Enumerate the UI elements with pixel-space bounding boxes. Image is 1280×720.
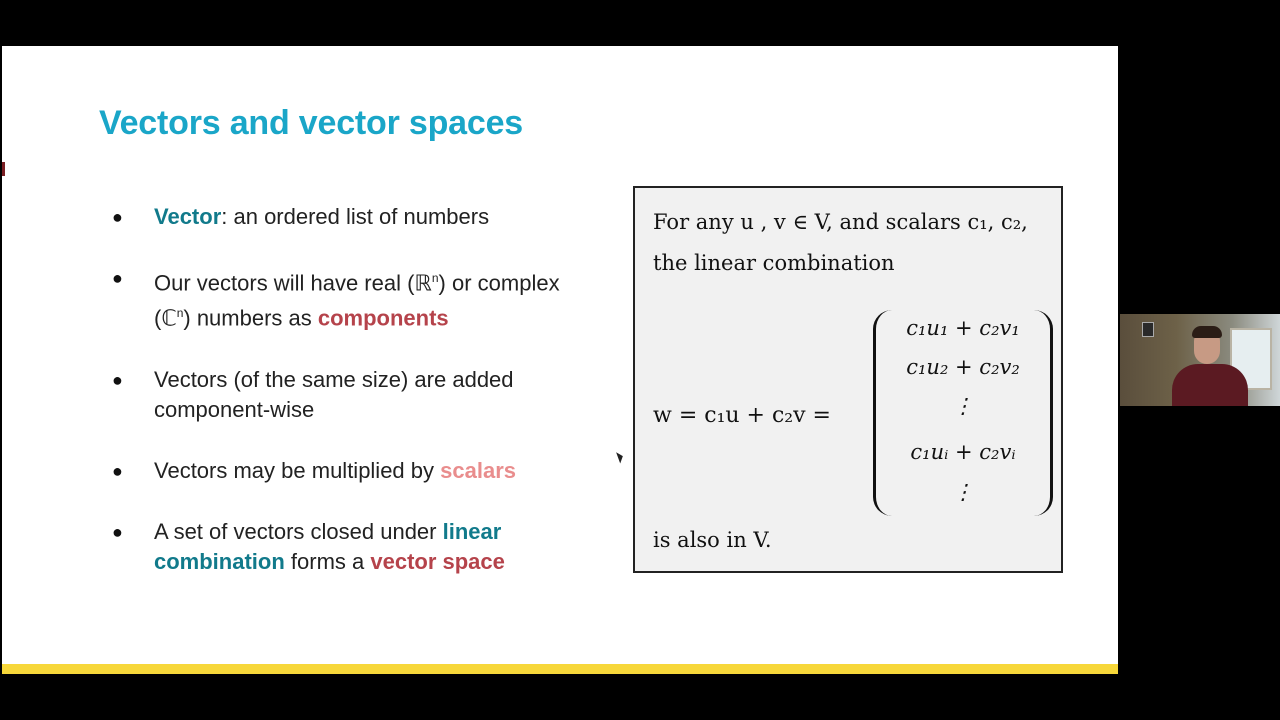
mouse-cursor-icon — [616, 451, 625, 464]
bullet-text: forms a — [284, 548, 371, 574]
bullet-text: n — [431, 271, 439, 285]
math-closing: is also in V. — [653, 528, 772, 552]
bullet-item — [112, 202, 582, 232]
bullet-item — [112, 263, 582, 334]
bullet-dot-icon: ● — [112, 369, 123, 390]
webcam-person-body — [1172, 364, 1248, 406]
math-box — [633, 186, 1063, 573]
bullet-text: Our vectors will have real (ℝ — [154, 270, 432, 296]
bullet-text: ) or complex (ℂ — [154, 270, 560, 331]
bullet-text: components — [317, 305, 449, 331]
bullet-text: n — [176, 306, 184, 321]
bullet-item — [112, 517, 582, 577]
left-paren — [873, 310, 892, 516]
bullet-dot-icon: ● — [112, 521, 123, 542]
bullet-dot-icon: ● — [112, 460, 123, 481]
vector-row: c₁u₂ + c₂v₂ — [906, 355, 1020, 379]
bullet-item — [112, 365, 582, 425]
bullet-text: A set of vectors closed under — [154, 518, 443, 544]
right-paren — [1034, 310, 1053, 516]
bullet-text: Vector — [154, 204, 222, 229]
bullet-text: ) numbers as — [183, 305, 318, 331]
bullet-item — [112, 456, 582, 486]
bullet-text: linear combination — [154, 518, 502, 574]
bullet-text: Vectors may be multiplied by — [154, 457, 441, 483]
webcam-person-hair — [1192, 326, 1222, 338]
presentation-slide — [2, 46, 1118, 674]
bullet-text: scalars — [440, 457, 516, 483]
edge-marker — [2, 162, 5, 176]
bullet-text: vector space — [370, 548, 505, 574]
bullet-dot-icon: ● — [112, 207, 123, 227]
bottom-accent-bar — [2, 664, 1118, 674]
bullet-text: Vectors (of the same size) are added component-wise — [154, 366, 514, 422]
slide-title: Vectors and vector spaces — [99, 104, 524, 142]
math-line-2: the linear combination — [653, 251, 895, 275]
bullet-dot-icon: ● — [112, 268, 123, 288]
vector-row: ⋮ — [952, 394, 974, 418]
vector-row: ⋮ — [952, 480, 974, 504]
math-line-1: For any u , v ∈ V, and scalars c₁, c₂, — [653, 210, 1028, 234]
vector-row: c₁u₁ + c₂v₁ — [906, 316, 1020, 340]
webcam-video-tile[interactable] — [1120, 314, 1280, 406]
webcam-picture-frame — [1142, 322, 1154, 337]
bullet-text: : an ordered list of numbers — [221, 204, 490, 229]
bullet-list — [112, 202, 582, 608]
vector-row: c₁uᵢ + c₂vᵢ — [910, 440, 1016, 464]
column-vector — [873, 310, 1053, 522]
math-equation-lhs: w = c₁u + c₂v = — [653, 403, 831, 428]
